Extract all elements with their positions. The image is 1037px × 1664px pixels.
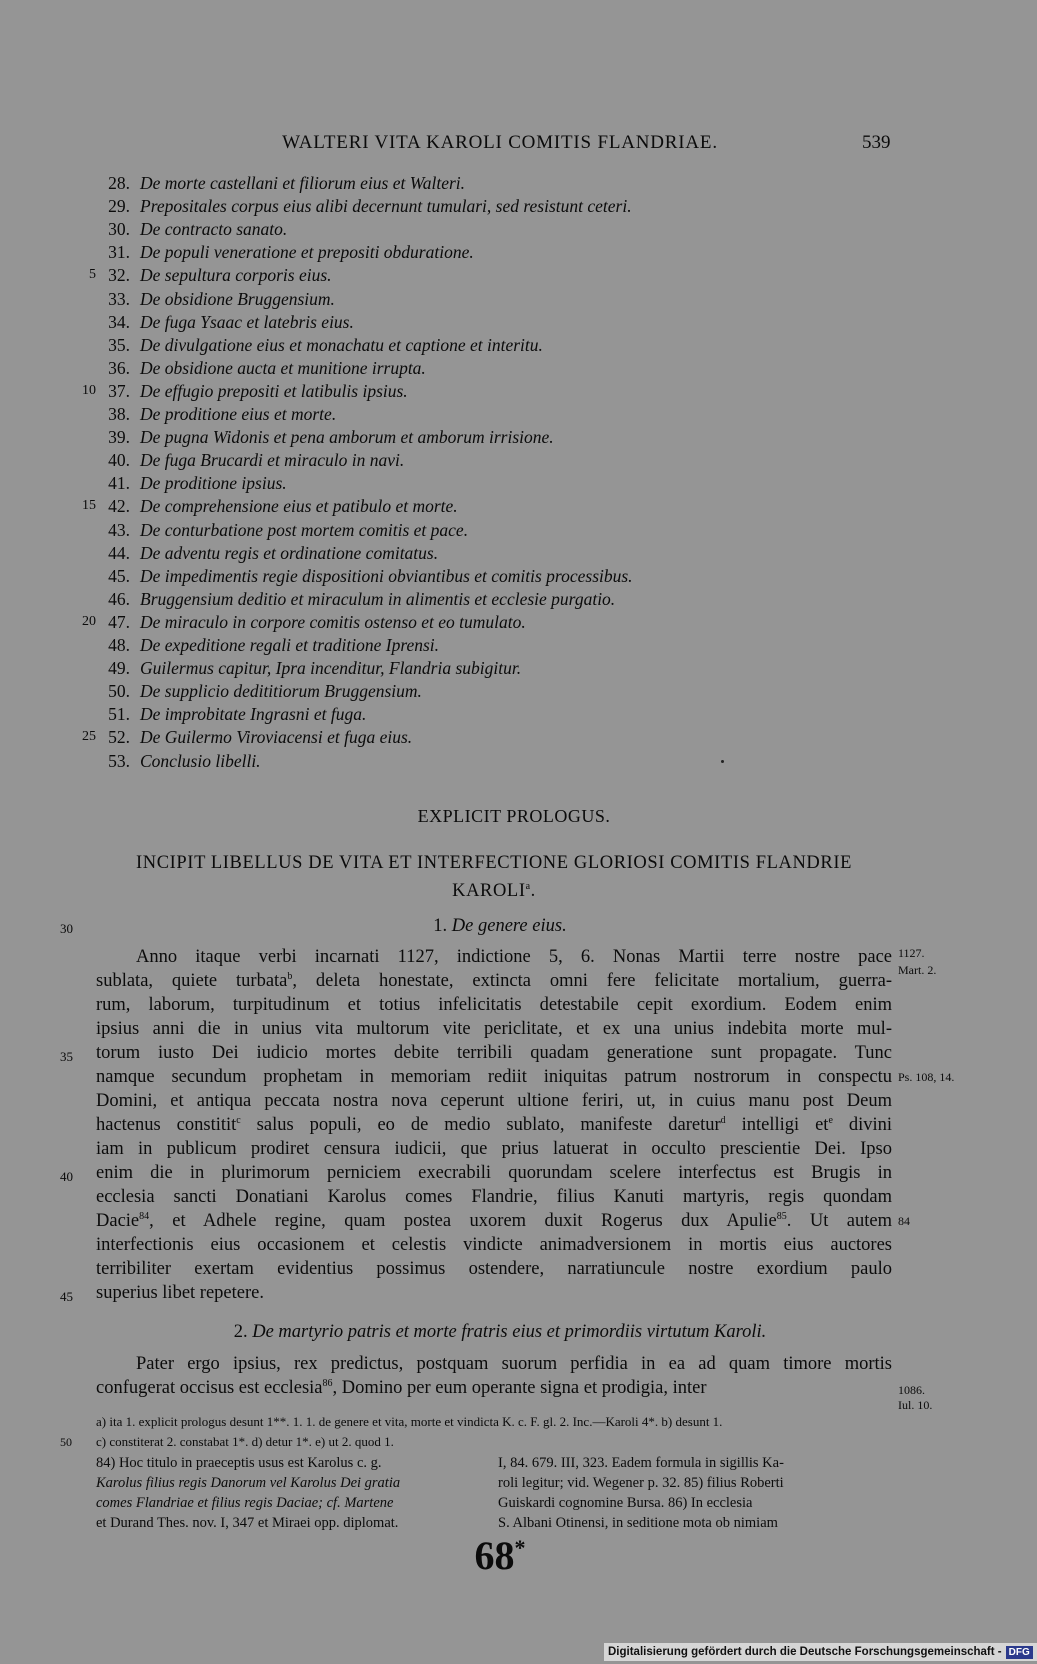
toc-entry-number: 32. [108,265,130,286]
toc-entry-title: De contracto sanato. [140,219,288,240]
line-number: 25 [82,729,96,745]
footnote-left-line: Karolus filius regis Danorum vel Karolus Dei gratia [96,1475,401,1491]
toc-entry-title: De miraculo in corpore comitis ostenso et eo tumulato. [140,611,526,632]
toc-entry-number: 45. [108,565,130,586]
toc-entry-title: De effugio prepositi et latibulis ipsius. [140,380,408,401]
footnotes-right-column [498,1453,784,1533]
book-title-line1: INCIPIT LIBELLUS DE VITA ET INTERFECTIONE GLORIOSI COMITIS FLANDRIE [136,853,852,873]
margin-note-84: 84 [898,1214,910,1228]
toc-entry-title: Conclusio libelli. [140,750,261,771]
toc-entry-number: 43. [108,519,130,540]
toc-entry-title: De supplicio dedititiorum Bruggensium. [140,681,422,702]
note-marker: 86 [322,1377,333,1389]
toc-entry-title: De Guilermo Viroviacensi et fuga eius. [140,727,413,748]
text-line: ipsius anni die in unius vita multorum vite periclitate, et ex una unius indebita morte mul- [96,1019,892,1039]
toc-entry-number: 44. [108,542,130,563]
footnote-right-line: Guiskardi cognomine Bursa. 86) In ecclesia [498,1495,753,1511]
toc-entry-number: 49. [108,658,130,679]
toc-entry-title: De populi veneratione et prepositi obduratione. [140,242,474,263]
toc-entry-number: 34. [108,311,130,332]
dfg-banner-text: Digitalisierung gefördert durch die Deutsche Forschungsgemeinschaft - [608,1646,1002,1658]
footnote-left-line: 84) Hoc titulo in praeceptis usus est Karolus c. g. [96,1455,382,1471]
line-number-40: 40 [60,1169,73,1184]
toc-entry [0,633,760,657]
toc-entry [0,194,760,218]
ink-speck [721,760,724,763]
note-marker: b [287,970,293,982]
toc-entry-number: 31. [108,242,130,263]
section-1-title: De genere eius. [451,916,567,936]
toc-entry-title: De proditione eius et morte. [140,404,337,424]
line-number: 5 [89,267,96,283]
signature-number: 68 [474,1533,515,1578]
margin-date-iul: Iul. 10. [898,1398,933,1412]
toc-entry [0,541,760,565]
line-number-45: 45 [60,1289,73,1304]
toc-entry-number: 47. [108,611,130,632]
footnote-left-line: et Durand Thes. nov. I, 347 et Miraei opp. diplomat. [96,1515,399,1531]
toc-entry-number: 35. [108,334,130,355]
note-marker: 85 [776,1210,787,1222]
toc-entry-number: 29. [108,196,130,217]
text-line: confugerat occisus est ecclesia$^{86}$, Domino per eum operante signa et prodigia, inter [96,1377,707,1398]
critical-note-line-2: c) constiterat 2. constabat 1*. d) detur 1*. e) ut 2. quod 1. [96,1434,394,1449]
sheet-signature [0,1532,1000,1579]
note-marker: c [236,1114,241,1126]
toc-entry [0,356,760,380]
text-line: torum iusto Dei iudicio mortes debite terribili quadam generatione sunt propagate. Tunc [96,1043,892,1063]
toc-entry [0,749,760,773]
toc-entry [0,333,760,357]
margin-year-1127: 1127. [898,946,925,960]
critical-note-line-1: a) ita 1. explicit prologus desunt 1**. 1. 1. de genere et vita, morte et vindicta K. c. F. gl. 2. Inc.—Karoli 4*. b) desunt 1. [96,1414,723,1429]
toc-entry-title: De adventu regis et ordinatione comitatus. [140,542,439,563]
toc-entry-title: De fuga Brucardi et miraculo in navi. [140,450,405,471]
toc-entry [0,240,760,264]
margin-date-mart: Mart. 2. [898,963,937,977]
toc-entry-number: 28. [108,173,130,193]
line-number: 15 [82,498,96,514]
toc-entry [0,679,760,703]
toc-entry [0,379,760,403]
toc-entry-number: 38. [108,404,130,424]
text-line: interfectionis eius occasionem et celestis vindicte animadversionem in mortis eius auctores [96,1235,892,1255]
toc-entry-number: 41. [108,473,130,494]
text-line: superius libet repetere. [96,1283,264,1303]
toc-entry [0,217,760,241]
section-2-number: 2. [233,1322,248,1342]
section-2-heading [0,1322,1000,1343]
text-line: iam in publicum prodiret censura iudicii, que prius latuerat in occulto prescientie Dei. Ipso [96,1139,892,1159]
toc-entry-title: De impedimentis regie dispositioni obviantibus et comitis processibus. [140,565,633,586]
dfg-banner[interactable] [604,1643,1037,1661]
book-title-line2: KAROLI [452,881,526,902]
running-head [0,132,1000,158]
toc-entry-title: De fuga Ysaac et latebris eius. [140,311,354,332]
line-number-35: 35 [60,1049,73,1064]
section-1-heading [0,916,1000,937]
text-line: Pater ergo ipsius, rex predictus, postquam suorum perfidia in ea ad quam timore mortis [136,1354,892,1374]
toc-entry [0,310,760,334]
toc-entry-number: 52. [108,727,130,748]
toc-entry-title: Guilermus capitur, Ipra incenditur, Flandria subigitur. [140,658,522,679]
running-title: WALTERI VITA KAROLI COMITIS FLANDRIAE. [282,132,718,153]
toc-entry-title: De conturbatione post mortem comitis et pace. [140,519,469,540]
note-marker: 84 [139,1210,150,1222]
section-2-title: De martyrio patris et morte fratris eius et primordiis virtutum Karoli. [252,1322,767,1342]
toc-entry-number: 46. [108,588,130,609]
toc-entry-title: De morte castellani et filiorum eius et Walteri. [140,173,466,193]
text-line: Domini, et antiqua peccata nostra nova ceperunt ultione feriri, ut, in cuius manu post Deum [96,1091,892,1111]
toc-entry-title: De proditione ipsius. [140,473,287,494]
text-line: namque secundum prophetam in memoriam rediit iniquitas patrum nostrorum in conspectu [96,1067,892,1087]
text-line: rum, laborum, turpitudinum et totius infelicitatis detestabile cepit exordium. Eodem enim [96,995,892,1015]
footnote-left-line: comes Flandriae et filius regis Daciae; cf. Martene [96,1495,394,1511]
toc-entry-number: 48. [108,635,130,655]
toc-entry-number: 51. [108,704,130,725]
toc-entry-title: Prepositales corpus eius alibi decernunt tumulari, sed resistunt ceteri. [140,196,632,217]
toc-entry-number: 33. [108,288,130,309]
text-line: Dacie$^{84}$, et Adhele regine, quam postea uxorem duxit Rogerus dux Apulie$^{85}$. Ut autem [96,1210,893,1231]
line-number: 10 [82,382,96,398]
footnote-right-line: roli legitur; vid. Wegener p. 32. 85) filius Roberti [498,1475,784,1491]
toc-entry [0,518,760,542]
text-line: hactenus constitit$^c$ salus populi, eo de medio sublato, manifeste daretur$^d$ intelligi $et^e$ divini [96,1114,892,1135]
toc-entry-number: 36. [108,357,130,378]
toc-entry [0,702,760,726]
footnote-right-line: I, 84. 679. III, 323. Eadem formula in sigillis Ka- [498,1455,784,1471]
toc-entry-number: 53. [108,750,130,771]
line-number: 20 [82,613,96,629]
margin-year-1086: 1086. [898,1383,925,1397]
toc-entry [0,287,760,311]
toc-entry-number: 40. [108,450,130,471]
line-number-50: 50 [60,1435,72,1449]
note-marker: d [720,1114,726,1126]
toc-entry-title: De obsidione aucta et munitione irrupta. [140,357,426,378]
toc-entry [0,448,760,472]
toc-entry-number: 39. [108,427,130,448]
explicit-prologus: EXPLICIT PROLOGUS. [417,806,611,826]
text-line: ecclesia sancti Donatiani Karolus comes Flandrie, filius Kanuti martyris, regis quondam [96,1187,892,1207]
toc-entry-title: De improbitate Ingrasni et fuga. [140,704,367,725]
footnote-right-line: S. Albani Otinensi, in seditione mota ob nimiam [498,1515,778,1531]
signature-star: * [514,1535,526,1560]
toc-entry-number: 37. [108,380,130,401]
margin-psalm-ref: Ps. 108, 14. [898,1070,955,1084]
page-number: 539 [862,132,891,153]
text-line: Anno itaque verbi incarnati 1127, indictione 5, 6. Nonas Martii terre nostre pace [136,947,892,967]
toc-entry-number: 30. [108,219,130,240]
book-title-period: . [530,881,536,902]
text-line: terribiliter exertam evidentius possimus ostendere, narratiuncule nostre exordium paulo [96,1259,892,1279]
toc-entry-number: 42. [108,496,130,517]
toc-entry-title: De divulgatione eius et monachatu et captione et interitu. [140,334,543,355]
text-line: sublata, quiete turbata$^b$, deleta honestate, extincta omni fere felicitate mortalium, guerra- [96,970,892,991]
toc-entry-number: 50. [108,681,130,702]
toc-entry [0,587,760,611]
toc-entry-title: De sepultura corporis eius. [140,265,332,286]
book-title-note-mark: a [525,881,531,892]
toc-entry [0,725,760,749]
toc-entry [0,494,760,518]
toc-entry [0,564,760,588]
toc-entry-title: De comprehensione eius et patibulo et morte. [140,496,458,517]
line-number-30: 30 [60,921,73,936]
toc-entry [0,263,760,287]
dfg-logo-icon[interactable]: DFG [1006,1646,1033,1659]
toc-entry [0,402,760,426]
toc-entry-title: De obsidione Bruggensium. [140,288,335,309]
note-marker: e [828,1114,833,1126]
book-title [96,852,892,903]
toc-entry [0,171,760,195]
toc-entry [0,471,760,495]
text-line: enim die in plurimorum perniciem execrabili quorundam scelere interfectus est Brugis in [96,1163,892,1183]
toc-entry [0,425,760,449]
toc-entry [0,656,760,680]
toc-entry-title: De expeditione regali et traditione Iprensi. [140,635,440,655]
toc-entry [0,610,760,634]
section-1-number: 1. [433,916,448,936]
footnotes-left-column [96,1453,400,1533]
toc-entry-title: De pugna Widonis et pena amborum et amborum irrisione. [140,427,554,448]
toc-entry-title: Bruggensium deditio et miraculum in alimentis et ecclesie purgatio. [140,588,616,609]
